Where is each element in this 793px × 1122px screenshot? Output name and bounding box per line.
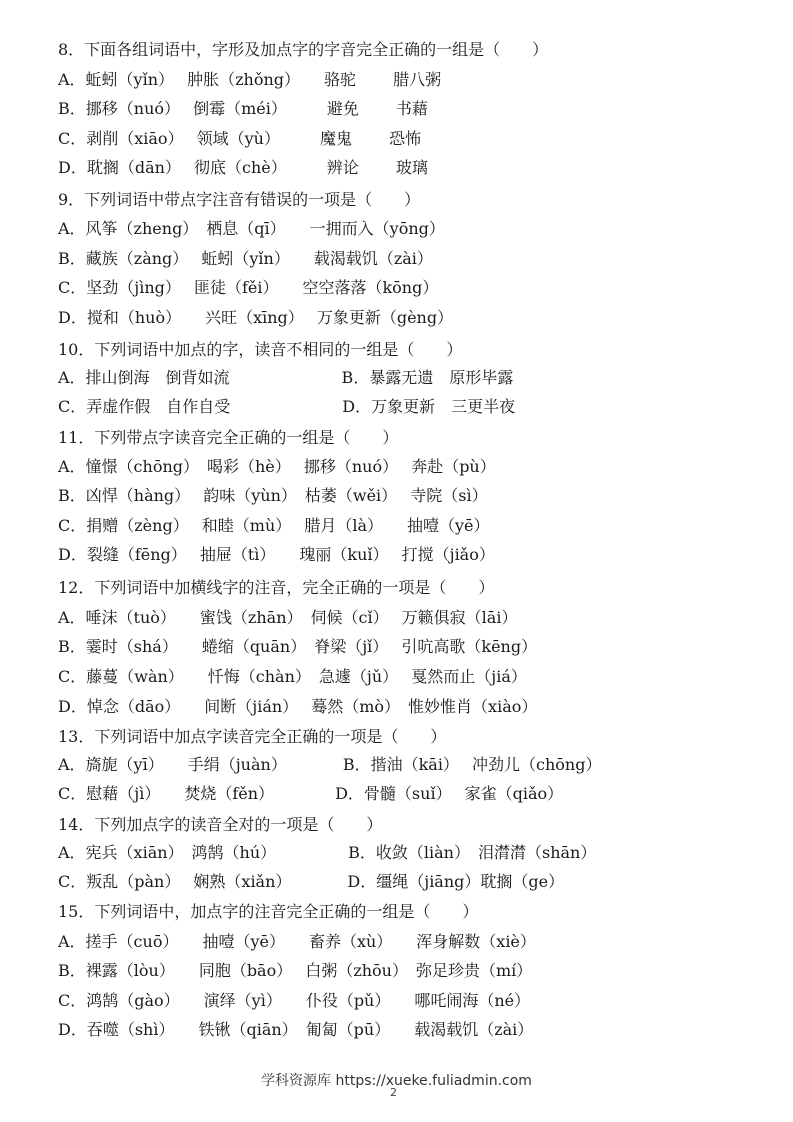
question-10-stem: 10．下列词语中加点的字，读音不相同的一组是（ ） [58, 340, 463, 359]
question-10-option-ab: A．排山倒海 倒背如流 B．暴露无遗 原形毕露 [58, 368, 514, 387]
footer-watermark: 学科资源库 https://xueke.fuliadmin.com [261, 1073, 532, 1089]
question-11-option-a: A．憧憬（chōng） 喝彩（hè） 挪移（nuó） 奔赴（pù） [58, 457, 496, 476]
question-11-stem: 11．下列带点字读音完全正确的一组是（ ） [58, 428, 399, 447]
question-8-option-a: A．蚯蚓（yǐn） 肿胀（zhǒng） 骆驼 腊八粥 [58, 70, 442, 89]
question-15-option-d: D．吞噬（shì） 铁锹（qiān） 匍匐（pū） 载渴载饥（zài） [58, 1020, 534, 1039]
question-14-option-ab: A．宪兵（xiān） 鸿鹄（hú） B．收敛（liàn） 泪潸潸（shān） [58, 843, 597, 862]
question-8-option-c: C．剥削（xiāo） 领域（yù） 魔鬼 恐怖 [58, 129, 422, 148]
question-8-stem: 8．下面各组词语中，字形及加点字的字音完全正确的一组是（ ） [58, 40, 549, 59]
question-12-option-c: C．藤蔓（wàn） 忏悔（chàn） 急遽（jǔ） 戛然而止（jiá） [58, 667, 527, 686]
question-12-stem: 12．下列词语中加横线字的注音，完全正确的一项是（ ） [58, 578, 495, 597]
question-14-stem: 14．下列加点字的读音全对的一项是（ ） [58, 815, 383, 834]
question-10-option-cd: C．弄虚作假 自作自受 D．万象更新 三更半夜 [58, 397, 516, 416]
question-12-option-a: A．唾沫（tuò） 蜜饯（zhān） 伺候（cǐ） 万籁俱寂（lāi） [58, 608, 518, 627]
question-13-option-ab: A．旖旎（yī） 手绢（juàn） B．揩油（kāi） 冲劲儿（chōng） [58, 755, 602, 774]
question-9-option-c: C．坚劲（jìng） 匪徒（fěi） 空空落落（kōng） [58, 278, 439, 297]
question-9-option-a: A．风筝（zheng） 栖息（qī） 一拥而入（yōng） [58, 219, 445, 238]
question-11-option-b: B．凶悍（hàng） 韵味（yùn） 枯萎（wěi） 寺院（sì） [58, 486, 488, 505]
question-15-stem: 15．下列词语中，加点字的注音完全正确的一组是（ ） [58, 902, 479, 921]
question-8-option-b: B．挪移（nuó） 倒霉（méi） 避免 书藉 [58, 99, 428, 118]
question-9-option-b: B．藏族（zàng） 蚯蚓（yǐn） 载渴载饥（zài） [58, 249, 433, 268]
question-13-option-cd: C．慰藉（jì） 焚烧（fěn） D．骨髓（suǐ） 家雀（qiǎo） [58, 784, 564, 803]
question-12-option-d: D．悼念（dāo） 间断（jián） 蓦然（mò） 惟妙惟肖（xiào） [58, 697, 538, 716]
question-8-option-d: D．耽搁（dān） 彻底（chè） 辨论 玻璃 [58, 158, 428, 177]
question-9-option-d: D．搅和（huò） 兴旺（xīng） 万象更新（gèng） [58, 308, 454, 327]
question-15-option-a: A．搓手（cuō） 抽噎（yē） 畜养（xù） 浑身解数（xiè） [58, 932, 536, 951]
question-13-stem: 13．下列词语中加点字读音完全正确的一项是（ ） [58, 727, 447, 746]
question-15-option-c: C．鸿鹄（gào） 演绎（yì） 仆役（pǔ） 哪吒闹海（né） [58, 991, 531, 1010]
question-11-option-c: C．捐赠（zèng） 和睦（mù） 腊月（là） 抽噎（yē） [58, 516, 490, 535]
question-11-option-d: D．裂缝（fēng） 抽屉（tì） 瑰丽（kuǐ） 打搅（jiǎo） [58, 545, 495, 564]
question-14-option-cd: C．叛乱（pàn） 娴熟（xiǎn） D．缰绳（jiāng）耽搁（ge） [58, 872, 565, 891]
question-12-option-b: B．霎时（shá） 蜷缩（quān） 脊梁（jǐ） 引吭高歌（kēng） [58, 637, 538, 656]
question-9-stem: 9．下列词语中带点字注音有错误的一项是（ ） [58, 190, 421, 209]
question-15-option-b: B．裸露（lòu） 同胞（bāo） 白粥（zhōu） 弥足珍贵（mí） [58, 961, 533, 980]
page-number: 2 [390, 1086, 397, 1099]
